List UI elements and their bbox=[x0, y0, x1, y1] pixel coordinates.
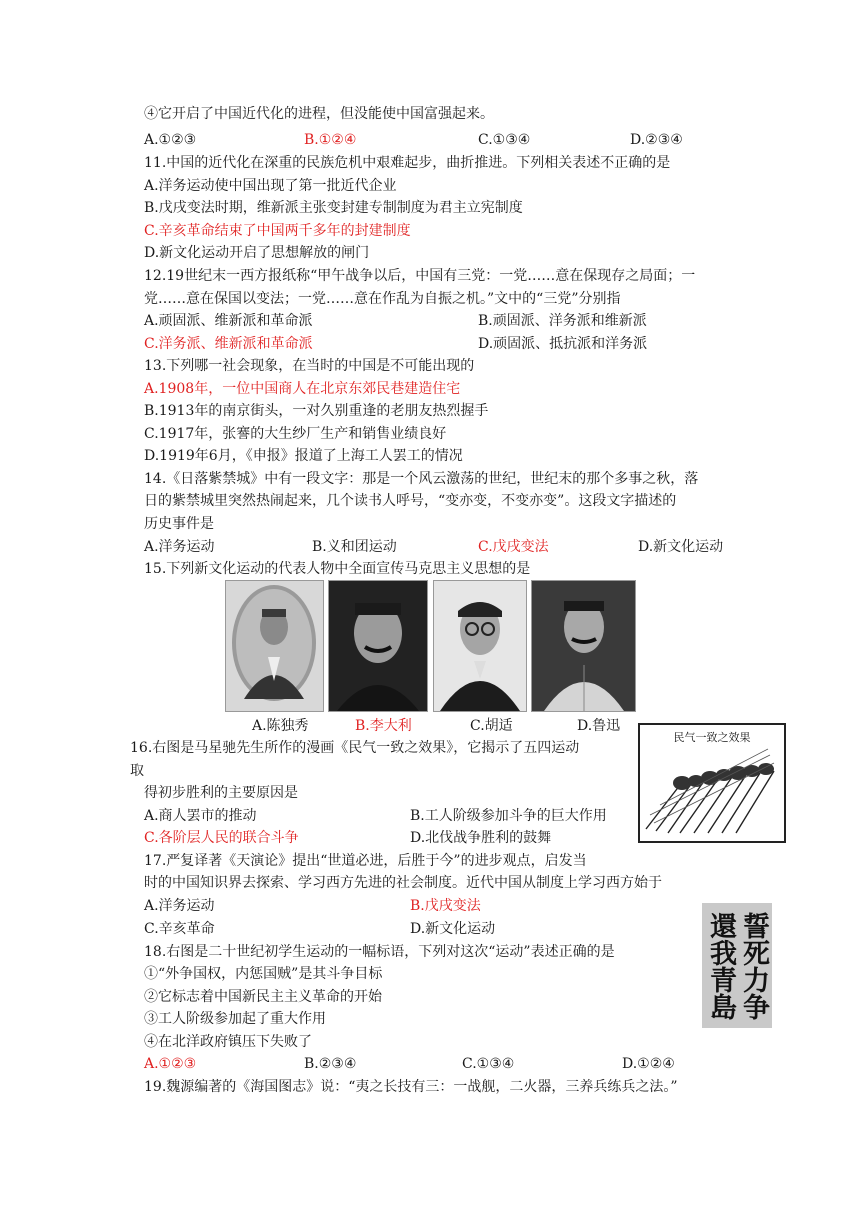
q11-stem: 11.中国的近代化在深重的民族危机中艰难起步，曲折推进。下列相关表述不正确的是 bbox=[144, 155, 671, 171]
q10-option-b-answer: B.①②④ bbox=[304, 132, 357, 148]
q12-option-c-answer: C.洋务派、维新派和革命派 bbox=[144, 336, 313, 352]
q11-option-b: B.戊戌变法时期，维新派主张变封建专制制度为君主立宪制度 bbox=[144, 200, 523, 216]
q10-option-a: A.①②③ bbox=[144, 132, 197, 148]
q16-stem-line3: 得初步胜利的主要原因是 bbox=[144, 785, 298, 801]
q15-option-d: D.鲁迅 bbox=[577, 718, 621, 734]
q15-option-b-answer: B.李大利 bbox=[355, 718, 412, 734]
q12-stem-line1: 12.19世纪末一西方报纸称“甲午战争以后，中国有三党：一党……意在保现存之局面；一 bbox=[144, 268, 696, 284]
q10-option-c: C.①③④ bbox=[478, 132, 531, 148]
q18-statement-4: ④在北洋政府镇压下失败了 bbox=[144, 1034, 312, 1050]
q16-stem-line1: 16.右图是马星驰先生所作的漫画《民气一致之效果》，它揭示了五四运动 bbox=[130, 740, 580, 756]
q16-stem-line2: 取 bbox=[130, 763, 144, 779]
cartoon-minqi-yizhi bbox=[638, 723, 786, 843]
q15-stem: 15.下列新文化运动的代表人物中全面宣传马克思主义思想的是 bbox=[144, 561, 531, 577]
q17-option-a: A.洋务运动 bbox=[144, 898, 215, 914]
q17-option-c: C.辛亥革命 bbox=[144, 921, 215, 937]
q15-option-c: C.胡适 bbox=[470, 718, 513, 734]
slogan-text-1: 誓死力争 bbox=[738, 911, 769, 1020]
q12-option-d: D.顽固派、抵抗派和洋务派 bbox=[478, 336, 648, 352]
q16-option-c-answer: C.各阶层人民的联合斗争 bbox=[144, 830, 299, 846]
portrait-hu-shi bbox=[433, 580, 527, 712]
cartoon-caption: 民气一致之效果 bbox=[673, 731, 751, 744]
q12-option-b: B.顽固派、洋务派和维新派 bbox=[478, 313, 647, 329]
q13-option-d: D.1919年6月，《申报》报道了上海工人罢工的情况 bbox=[144, 448, 463, 464]
q18-statement-1: ①“外争国权，内惩国贼”是其斗争目标 bbox=[144, 966, 383, 982]
q11-option-a: A.洋务运动使中国出现了第一批近代企业 bbox=[144, 178, 397, 194]
portrait-lu-xun bbox=[531, 580, 636, 712]
q19-stem: 19.魏源编著的《海国图志》说：“夷之长技有三：一战舰，二火器，三养兵练兵之法。” bbox=[144, 1079, 678, 1095]
q18-statement-2: ②它标志着中国新民主主义革命的开始 bbox=[144, 989, 382, 1005]
q13-option-b: B.1913年的南京街头，一对久别重逢的老朋友热烈握手 bbox=[144, 403, 489, 419]
q12-stem-line2: 党……意在保国以变法；一党……意在作乱为自振之机。”文中的“三党”分别指 bbox=[144, 291, 621, 307]
q14-option-b: B.义和团运动 bbox=[312, 539, 397, 555]
slogan-column-left bbox=[706, 912, 735, 1020]
q18-option-b: B.②③④ bbox=[304, 1056, 357, 1072]
slogan-text-2: 還我青島 bbox=[705, 911, 736, 1020]
q14-option-a: A.洋务运动 bbox=[144, 539, 215, 555]
q18-option-a-answer: A.①②③ bbox=[144, 1056, 197, 1072]
slogan-column-right bbox=[739, 912, 768, 1020]
slogan-image bbox=[702, 903, 772, 1028]
q18-statement-3: ③工人阶级参加起了重大作用 bbox=[144, 1011, 326, 1027]
q11-option-d: D.新文化运动开启了思想解放的闸门 bbox=[144, 245, 370, 261]
q15-option-a: A.陈独秀 bbox=[252, 718, 309, 734]
q18-option-c: C.①③④ bbox=[462, 1056, 515, 1072]
q17-option-b-answer: B.戊戌变法 bbox=[410, 898, 481, 914]
q14-option-d: D.新文化运动 bbox=[638, 539, 724, 555]
q16-option-d: D.北伐战争胜利的鼓舞 bbox=[410, 830, 552, 846]
q18-stem: 18.右图是二十世纪初学生运动的一幅标语，下列对这次“运动”表述正确的是 bbox=[144, 944, 615, 960]
q16-option-b: B.工人阶级参加斗争的巨大作用 bbox=[410, 808, 607, 824]
q17-stem-line2: 时的中国知识界去探索、学习西方先进的社会制度。近代中国从制度上学习西方始于 bbox=[144, 875, 662, 891]
portrait-li-dazhao bbox=[328, 580, 428, 712]
portrait-chen-duxiu bbox=[225, 580, 324, 712]
q14-stem-line1: 14.《日落紫禁城》中有一段文字：那是一个风云激荡的世纪，世纪末的那个多事之秋，落 bbox=[144, 471, 699, 487]
q14-stem-line3: 历史事件是 bbox=[144, 516, 214, 532]
q12-option-a: A.顽固派、维新派和革命派 bbox=[144, 313, 313, 329]
q17-stem-line1: 17.严复译著《天演论》提出“世道必进，后胜于今”的进步观点，启发当 bbox=[144, 853, 587, 869]
q18-option-d: D.①②④ bbox=[622, 1056, 675, 1072]
q14-option-c-answer: C.戊戌变法 bbox=[478, 539, 549, 555]
q10-option-d: D.②③④ bbox=[630, 132, 683, 148]
q10-statement-4: ④它开启了中国近代化的进程，但没能使中国富强起来。 bbox=[144, 106, 494, 122]
q17-option-d: D.新文化运动 bbox=[410, 921, 496, 937]
q14-stem-line2: 日的紫禁城里突然热闹起来，几个读书人呼号，“变亦变，不变亦变”。这段文字描述的 bbox=[144, 493, 677, 509]
q13-option-a-answer: A.1908年，一位中国商人在北京东郊民巷建造住宅 bbox=[144, 381, 461, 397]
q13-option-c: C.1917年，张謇的大生纱厂生产和销售业绩良好 bbox=[144, 426, 447, 442]
q11-option-c-answer: C.辛亥革命结束了中国两千多年的封建制度 bbox=[144, 223, 411, 239]
q13-stem: 13.下列哪一社会现象，在当时的中国是不可能出现的 bbox=[144, 358, 475, 374]
q16-option-a: A.商人罢市的推动 bbox=[144, 808, 257, 824]
